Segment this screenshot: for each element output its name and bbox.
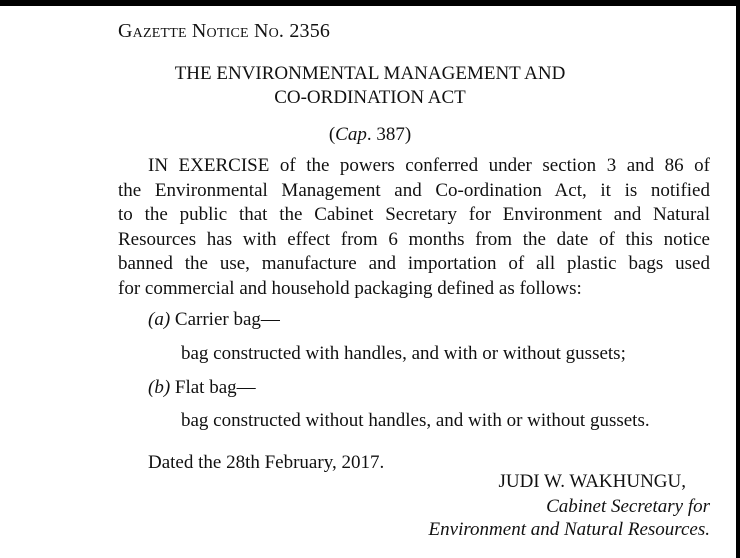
date-line: Dated the 28th February, 2017. — [148, 452, 385, 473]
cap-prefix: ( — [328, 124, 336, 145]
body-line: the Environmental Management and Co-ordination Act, it is notified — [118, 179, 710, 201]
body-line: for commercial and household packaging defined as follows: — [118, 277, 582, 299]
definition-text-b: bag constructed without handles, and with or without gussets. — [181, 410, 650, 431]
item-marker: (a) — [148, 309, 171, 330]
act-title — [0, 62, 740, 110]
definition-term-a — [148, 309, 280, 331]
item-marker: (b) — [148, 377, 171, 398]
body-line: IN EXERCISE of the powers conferred under section 3 and 86 of — [148, 155, 710, 176]
act-title-line-1: THE ENVIRONMENTAL MANAGEMENT AND — [174, 63, 566, 84]
signatory-name: JUDI W. WAKHUNGU, — [498, 471, 686, 492]
definition-term-b — [148, 377, 256, 399]
signatory-title-line-1: Cabinet Secretary for — [546, 496, 710, 517]
notice-body — [118, 154, 710, 301]
signatory-title-line-2: Environment and Natural Resources. — [428, 519, 710, 540]
item-term: Flat bag— — [174, 377, 256, 398]
notice-number: Gazette Notice No. 2356 — [118, 20, 331, 42]
cap-suffix: . 387) — [366, 124, 412, 145]
cap-reference — [0, 124, 740, 146]
body-line: banned the use, manufacture and importation of all plastic bags used — [118, 253, 710, 274]
body-line: to the public that the Cabinet Secretary for Environment and Natural — [118, 204, 710, 225]
definition-text-a: bag constructed with handles, and with or without gussets; — [181, 343, 626, 364]
cap-label: Cap — [335, 124, 367, 145]
item-term: Carrier bag— — [174, 309, 280, 330]
body-line: Resources has with effect from 6 months from the date of this notice — [118, 228, 710, 250]
act-title-line-2: CO-ORDINATION ACT — [274, 87, 466, 108]
